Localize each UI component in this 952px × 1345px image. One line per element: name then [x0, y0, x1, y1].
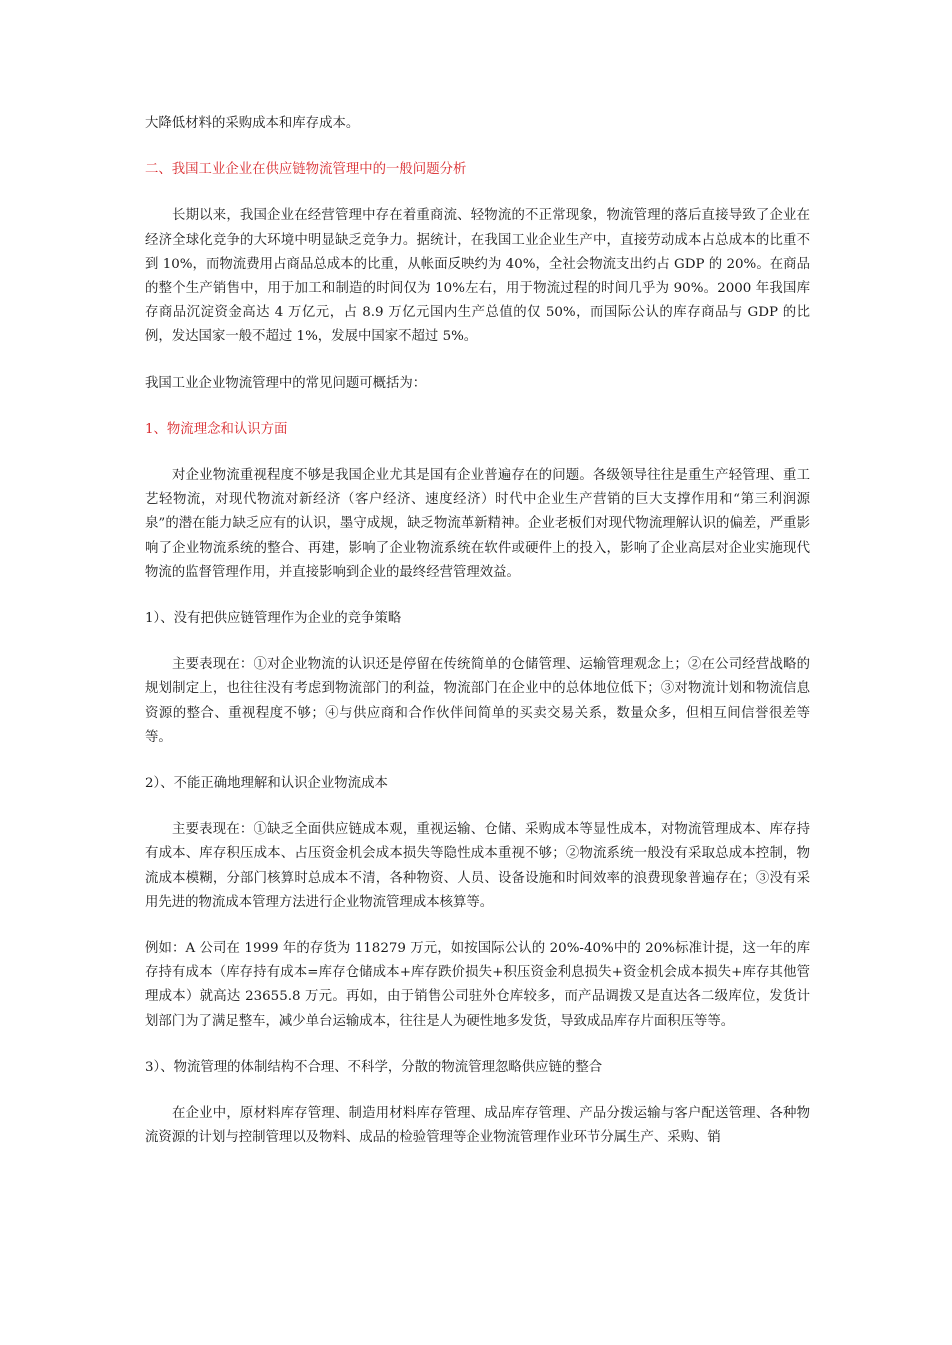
paragraph-management-structure: 在企业中，原材料库存管理、制造用材料库存管理、成品库存管理、产品分拨运输与客户配送管理、各种物流资源的计划与控制管理以及物料、成品的检验管理等企业物流管理作业环节分属生产、采购、销: [145, 1106, 810, 1146]
paragraph-example: 例如：A 公司在 1999 年的存货为 118279 万元，如按国际公认的 20%-40%中的 20%标准计提，这一年的库存持有成本（库存持有成本=库存仓储成本+库存跌价损失+积压资金利息损失+资金机会成本损失+库存其他管理成本）就高达 23655.8 万元。再如，由于销售公司驻外仓库较多，而产品调拨又是直达各二级库位，发货计划部门为了满足整车，减少单台运输成本，往往是人为硬性地多发货，导致成品库存片面积压等等。: [145, 941, 810, 1029]
document-page: [145, 112, 810, 1151]
paragraph-continuation: 大降低材料的采购成本和库存成本。: [145, 116, 360, 131]
heading-1-2-logistics-cost: 2）、不能正确地理解和认识企业物流成本: [145, 776, 388, 792]
paragraph-longterm: 长期以来，我国企业在经营管理中存在着重商流、轻物流的不正常现象，物流管理的落后直接导致了企业在经济全球化竞争的大环境中明显缺乏竞争力。据统计，在我国工业企业生产中，直接劳动成本占总成本的比重不到 10%，而物流费用占商品总成本的比重，从帐面反映约为 40%，全社会物流支出约占 GDP 的 20%。在商品的整个生产销售中，用于加工和制造的时间仅为 10%左右，用于物流过程的时间几乎为 90%。2000 年我国库存商品沉淀资金高达 4 万亿元，占 8.9 万亿元国内生产总值的仅 50%，而国际公认的库存商品与 GDP 的比例，发达国家一般不超过 1%，发展中国家不超过 5%。: [145, 208, 810, 345]
paragraph-logistics-cost: 主要表现在：①缺乏全面供应链成本观，重视运输、仓储、采购成本等显性成本，对物流管理成本、库存持有成本、库存积压成本、占压资金机会成本损失等隐性成本重视不够；②物流系统一般没有采取总成本控制，物流成本模糊，分部门核算时总成本不清，各种物资、人员、设备设施和时间效率的浪费现象普遍存在；③没有采用先进的物流成本管理方法进行企业物流管理成本核算等。: [145, 822, 810, 910]
section-heading-2: 二、我国工业企业在供应链物流管理中的一般问题分析: [145, 162, 467, 178]
paragraph-no-supply-chain-strategy: 主要表现在：①对企业物流的认识还是停留在传统简单的仓储管理、运输管理观念上；②在公司经营战略的规划制定上，也往往没有考虑到物流部门的利益，物流部门在企业中的总体地位低下；③对物流计划和物流信息资源的整合、重视程度不够；④与供应商和合作伙伴间简单的买卖交易关系，数量众多，但相互间信誉很差等等。: [145, 657, 810, 745]
heading-1-logistics-concept: 1、物流理念和认识方面: [145, 421, 288, 437]
paragraph-common-problems: 我国工业企业物流管理中的常见问题可概括为：: [145, 375, 427, 391]
paragraph-logistics-concept: 对企业物流重视程度不够是我国企业尤其是国有企业普遍存在的问题。各级领导往往是重生产轻管理、重工艺轻物流，对现代物流对新经济（客户经济、速度经济）时代中企业生产营销的巨大支撑作用和“第三利润源泉”的潜在能力缺乏应有的认识，墨守成规，缺乏物流革新精神。企业老板们对现代物流理解认识的偏差，严重影响了企业物流系统的整合、再建，影响了企业物流系统在软件或硬件上的投入，影响了企业高层对企业实施现代物流的监督管理作用，并直接影响到企业的最终经营管理效益。: [145, 468, 810, 580]
heading-1-3-management-structure: 3）、物流管理的体制结构不合理、不科学，分散的物流管理忽略供应链的整合: [145, 1059, 603, 1075]
heading-1-1-no-supply-chain-strategy: 1）、没有把供应链管理作为企业的竞争策略: [145, 611, 402, 627]
